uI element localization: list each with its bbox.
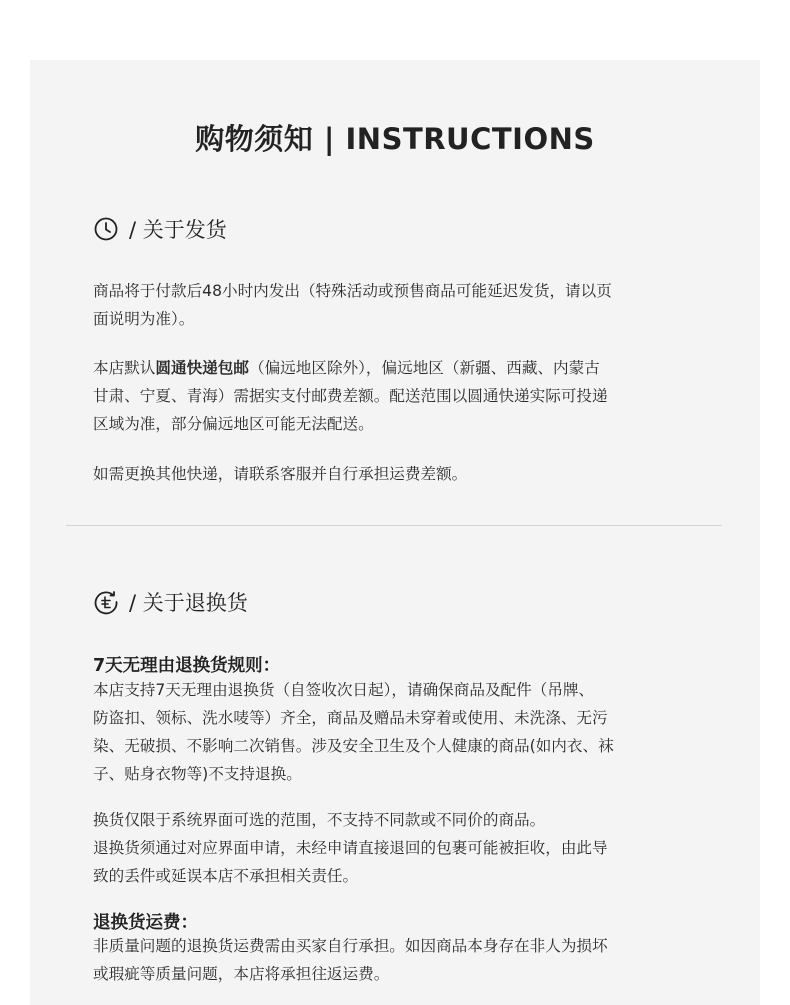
seven-day-rule-paragraph bbox=[93, 676, 703, 788]
text-line: 商品将于付款后48小时内发出（特殊活动或预售商品可能延迟发货，请以页 bbox=[93, 282, 612, 300]
exchange-paragraph bbox=[93, 806, 703, 890]
text-line: 退换货须通过对应界面申请，未经申请直接退回的包裹可能被拒收，由此导 bbox=[93, 839, 608, 857]
clock-icon bbox=[93, 216, 119, 242]
text-line: 本店支持7天无理由退换货（自签收次日起），请确保商品及配件（吊牌、 bbox=[93, 681, 595, 699]
section-divider bbox=[66, 525, 722, 526]
text-line: 甘肃、宁夏、青海）需据实支付邮费差额。配送范围以圆通快递实际可投递 bbox=[93, 387, 608, 405]
text-line: 防盗扣、领标、洗水唛等）齐全，商品及赠品未穿着或使用、未洗涤、无污 bbox=[93, 709, 608, 727]
text-line: 子、贴身衣物等)不支持退换。 bbox=[93, 765, 302, 783]
shipping-time-paragraph bbox=[93, 277, 703, 333]
text-fragment: 本店默认 bbox=[93, 359, 156, 377]
text-line: 区域为准，部分偏远地区可能无法配送。 bbox=[93, 415, 374, 433]
shipping-heading-text: / 关于发货 bbox=[129, 218, 227, 242]
returns-section-heading bbox=[93, 587, 248, 617]
text-line: 非质量问题的退换货运费需由买家自行承担。如因商品本身存在非人为损坏 bbox=[93, 937, 608, 955]
page-title: 购物须知 | INSTRUCTIONS bbox=[195, 122, 595, 156]
shipping-courier-paragraph bbox=[93, 354, 703, 438]
returns-heading-text: / 关于退换货 bbox=[129, 591, 248, 615]
seven-day-rule-title: 7天无理由退换货规则： bbox=[93, 656, 281, 676]
text-line: 面说明为准）。 bbox=[93, 310, 195, 328]
text-line: 或瑕疵等质量问题，本店将承担往返运费。 bbox=[93, 965, 390, 983]
text-fragment: （偏远地区除外），偏远地区（新疆、西藏、内蒙古 bbox=[248, 359, 600, 377]
shipping-section-heading bbox=[93, 214, 227, 244]
return-fee-paragraph bbox=[93, 932, 703, 988]
text-line: 染、无破损、不影响二次销售。涉及安全卫生及个人健康的商品(如内衣、袜 bbox=[93, 737, 614, 755]
return-fee-title: 退换货运费： bbox=[93, 913, 198, 933]
shipping-change-paragraph bbox=[93, 460, 703, 488]
courier-highlight: 圆通快递包邮 bbox=[155, 359, 249, 377]
text-line: 换货仅限于系统界面可选的范围，不支持不同款或不同价的商品。 bbox=[93, 811, 546, 829]
text-line: 如需更换其他快递，请联系客服并自行承担运费差额。 bbox=[93, 465, 468, 483]
return-exchange-icon bbox=[93, 589, 119, 615]
text-line: 致的丢件或延误本店不承担相关责任。 bbox=[93, 867, 359, 885]
